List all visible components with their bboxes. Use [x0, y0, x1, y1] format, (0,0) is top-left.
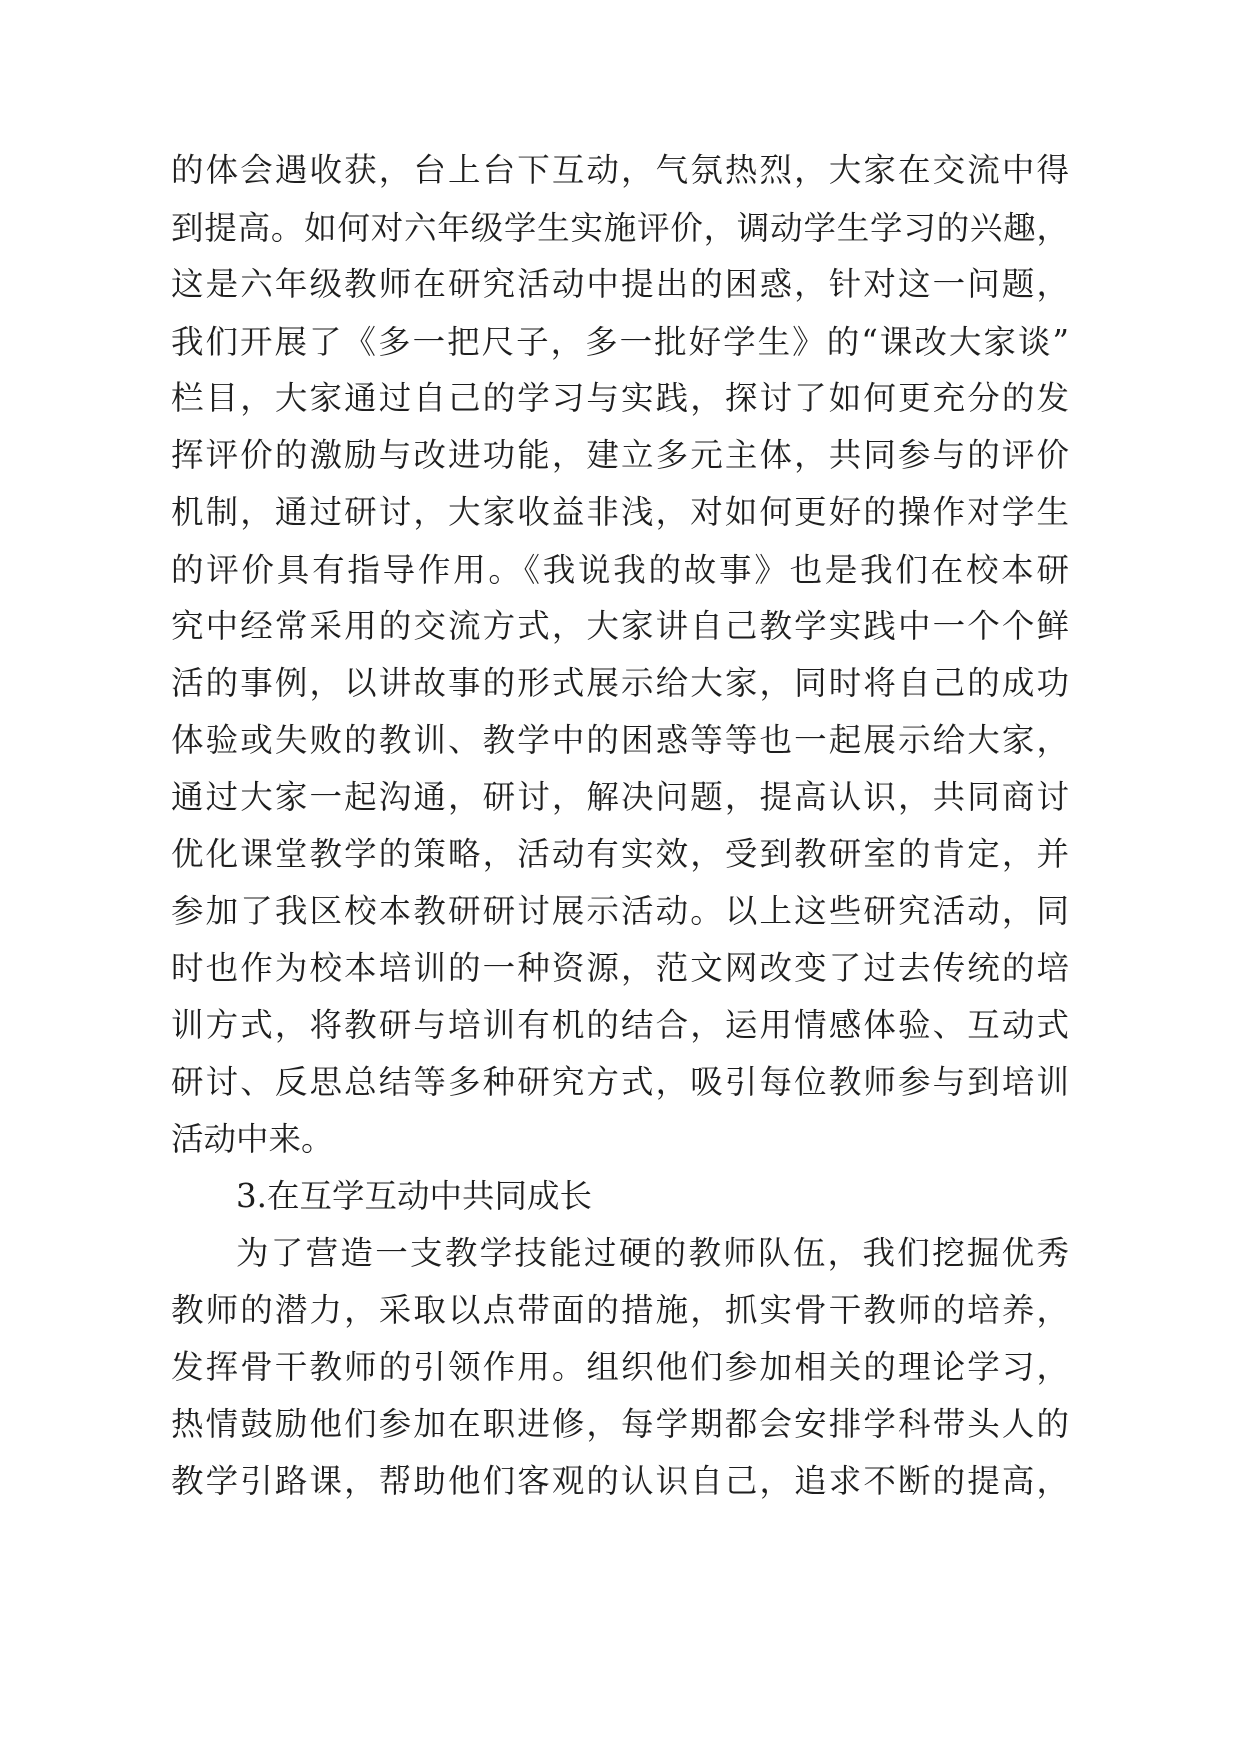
text-line: 研讨、反思总结等多种研究方式，吸引每位教师参与到培训 [171, 1063, 1069, 1101]
text-line: 这是六年级教师在研究活动中提出的困惑，针对这一问题， [171, 265, 1069, 303]
text-line: 活动中来。 [171, 1120, 334, 1158]
text-line: 时也作为校本培训的一种资源，范文网改变了过去传统的培 [171, 949, 1069, 987]
text-line: 活的事例，以讲故事的形式展示给大家，同时将自己的成功 [171, 664, 1069, 702]
text-line: 机制，通过研讨，大家收益非浅，对如何更好的操作对学生 [171, 493, 1069, 531]
text-line: 的评价具有指导作用。《我说我的故事》也是我们在校本研 [171, 551, 1069, 589]
section-heading: 3.在互学互动中共同成长 [236, 1177, 593, 1215]
text-line: 教学引路课，帮助他们客观的认识自己，追求不断的提高， [171, 1462, 1069, 1500]
text-line: 热情鼓励他们参加在职进修，每学期都会安排学科带头人的 [171, 1405, 1069, 1443]
text-line: 发挥骨干教师的引领作用。组织他们参加相关的理论学习， [171, 1348, 1069, 1386]
text-line: 栏目，大家通过自己的学习与实践，探讨了如何更充分的发 [171, 379, 1069, 417]
text-line: 为了营造一支教学技能过硬的教师队伍，我们挖掘优秀 [236, 1234, 1069, 1272]
text-line: 到提高。如何对六年级学生实施评价，调动学生学习的兴趣， [171, 209, 1069, 247]
text-line: 究中经常采用的交流方式，大家讲自己教学实践中一个个鲜 [171, 607, 1069, 645]
text-line: 通过大家一起沟通，研讨，解决问题，提高认识，共同商讨 [171, 778, 1069, 816]
text-line: 教师的潜力，采取以点带面的措施，抓实骨干教师的培养， [171, 1291, 1069, 1329]
text-line: 挥评价的激励与改进功能，建立多元主体，共同参与的评价 [171, 436, 1069, 474]
text-line: 体验或失败的教训、教学中的困惑等等也一起展示给大家， [171, 721, 1069, 759]
text-line: 我们开展了《多一把尺子，多一批好学生》的“课改大家谈” [171, 323, 1069, 361]
text-line: 训方式，将教研与培训有机的结合，运用情感体验、互动式 [171, 1006, 1069, 1044]
text-line: 的体会遇收获，台上台下互动，气氛热烈，大家在交流中得 [171, 151, 1069, 189]
text-line: 参加了我区校本教研研讨展示活动。以上这些研究活动，同 [171, 892, 1069, 930]
text-line: 优化课堂教学的策略，活动有实效，受到教研室的肯定，并 [171, 835, 1069, 873]
